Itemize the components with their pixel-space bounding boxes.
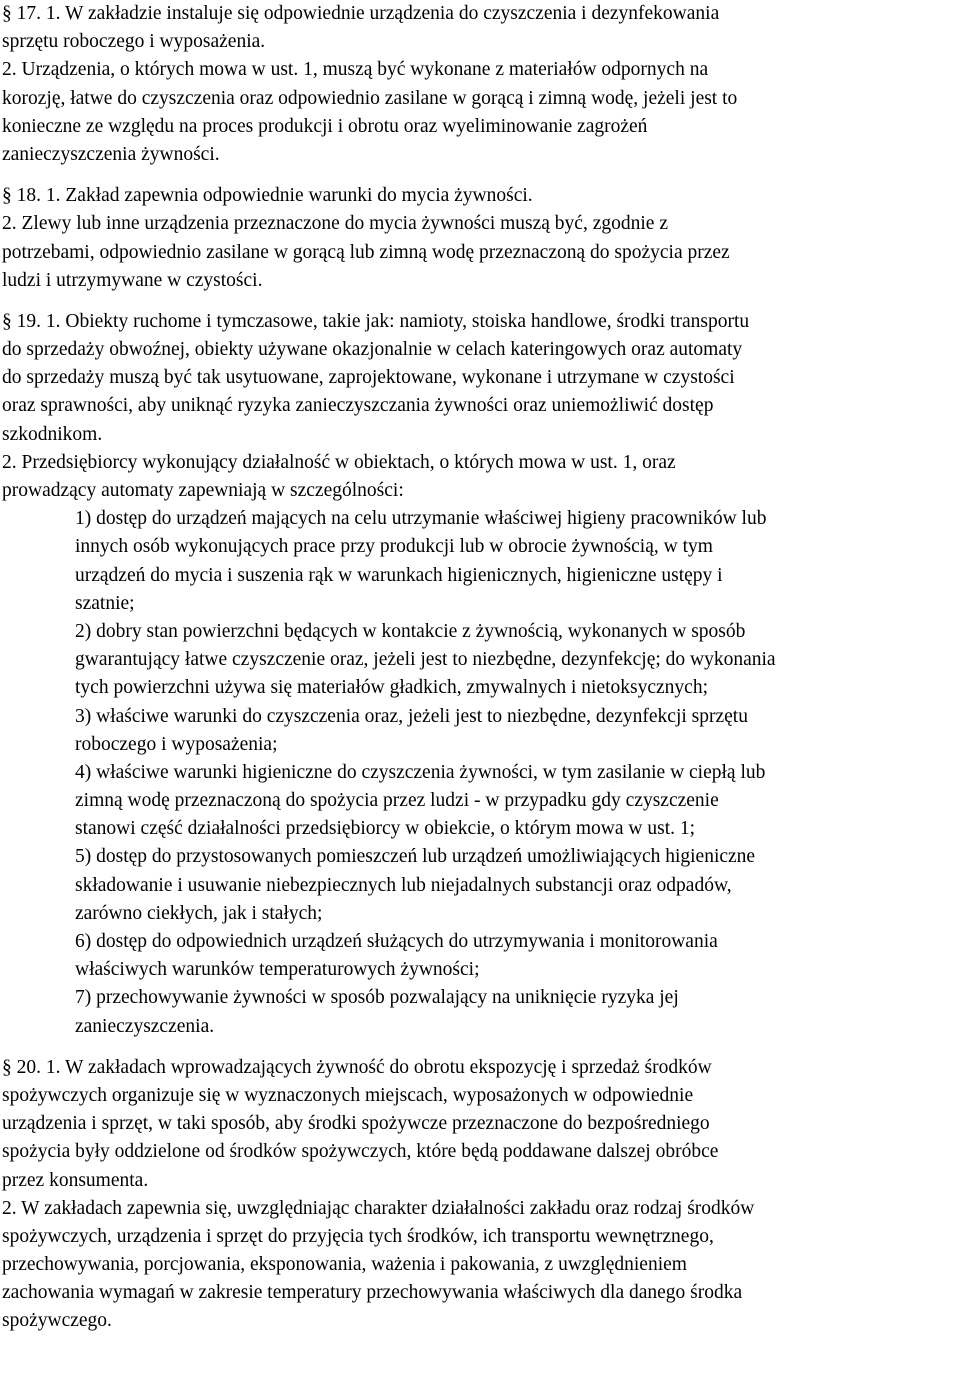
- text-line: zanieczyszczenia.: [75, 1015, 215, 1037]
- text-line: § 20. 1. W zakładach wprowadzających żywność do obrotu ekspozycję i sprzedaż środków: [2, 1056, 712, 1078]
- text-line: 2. Zlewy lub inne urządzenia przeznaczone do mycia żywności muszą być, zgodnie z: [2, 213, 668, 235]
- text-line: gwarantujący łatwe czyszczenie oraz, jeżeli jest to niezbędne, dezynfekcję; do wykonania: [75, 649, 776, 671]
- text-line: do sprzedaży muszą być tak usytuowane, zaprojektowane, wykonane i utrzymane w czystości: [2, 367, 735, 389]
- text-line: ludzi i utrzymywane w czystości.: [2, 269, 263, 291]
- text-line: 4) właściwe warunki higieniczne do czyszczenia żywności, w tym zasilanie w ciepłą lub: [75, 761, 766, 783]
- text-line: konieczne ze względu na proces produkcji i obrotu oraz wyeliminowanie zagrożeń: [2, 115, 648, 137]
- text-line: zanieczyszczenia żywności.: [2, 143, 220, 165]
- text-line: szatnie;: [75, 592, 135, 614]
- text-line: zimną wodę przeznaczoną do spożycia przez ludzi - w przypadku gdy czyszczenie: [75, 790, 719, 812]
- text-line: 2. Urządzenia, o których mowa w ust. 1, muszą być wykonane z materiałów odpornych na: [2, 59, 709, 81]
- text-line: § 17. 1. W zakładzie instaluje się odpowiednie urządzenia do czyszczenia i dezynfekowania: [2, 3, 720, 24]
- text-line: zachowania wymagań w zakresie temperatury przechowywania właściwych dla danego środka: [2, 1282, 743, 1304]
- list-item-5: [2, 843, 958, 928]
- text-line: 1) dostęp do urządzeń mających na celu utrzymanie właściwej higieny pracowników lub: [75, 508, 767, 530]
- text-line: oraz sprawności, aby uniknąć ryzyka zanieczyszczania żywności oraz uniemożliwić dostęp: [2, 395, 714, 417]
- text-line: 2. W zakładach zapewnia się, uwzględniając charakter działalności zakładu oraz rodzaj środków: [2, 1197, 755, 1219]
- list-item-7: [2, 984, 958, 1040]
- text-line: roboczego i wyposażenia;: [75, 733, 278, 755]
- paragraph-gap: [2, 295, 958, 308]
- list-item-1: [2, 505, 958, 618]
- section-20: [2, 1054, 958, 1336]
- list-item-4: [2, 759, 958, 844]
- text-line: tych powierzchni używa się materiałów gładkich, zmywalnych i nietoksycznych;: [75, 677, 708, 699]
- text-line: 2) dobry stan powierzchni będących w kontakcie z żywnością, wykonanych w sposób: [75, 620, 746, 642]
- text-line: przez konsumenta.: [2, 1169, 149, 1191]
- text-line: szkodnikom.: [2, 423, 103, 445]
- text-line: § 18. 1. Zakład zapewnia odpowiednie warunki do mycia żywności.: [2, 185, 533, 207]
- text-line: korozję, łatwe do czyszczenia oraz odpowiednio zasilane w gorącą i zimną wodę, jeżeli jest to: [2, 87, 738, 109]
- section-17: [2, 0, 958, 169]
- paragraph-gap: [2, 169, 958, 182]
- text-line: stanowi część działalności przedsiębiorcy w obiekcie, o którym mowa w ust. 1;: [75, 818, 696, 840]
- text-line: 6) dostęp do odpowiednich urządzeń służących do utrzymywania i monitorowania: [75, 931, 718, 952]
- text-line: spożywczych organizuje się w wyznaczonych miejscach, wyposażonych w odpowiednie: [2, 1084, 694, 1106]
- text-line: zarówno ciekłych, jak i stałych;: [75, 902, 323, 924]
- text-line: spożycia były oddzielone od środków spożywczych, które będą poddawane dalszej obróbce: [2, 1141, 719, 1163]
- text-line: 3) właściwe warunki do czyszczenia oraz, jeżeli jest to niezbędne, dezynfekcji sprzętu: [75, 705, 748, 727]
- text-line: składowanie i usuwanie niebezpiecznych lub niejadalnych substancji oraz odpadów,: [75, 874, 732, 896]
- paragraph-gap: [2, 1041, 958, 1054]
- section-19: [2, 308, 958, 1041]
- text-line: sprzętu roboczego i wyposażenia.: [2, 31, 266, 53]
- text-line: urządzeń do mycia i suszenia rąk w warunkach higienicznych, higieniczne ustępy i: [75, 564, 723, 586]
- text-line: urządzenia i sprzęt, w taki sposób, aby środki spożywcze przeznaczone do bezpośredniego: [2, 1113, 710, 1135]
- text-line: przechowywania, porcjowania, eksponowania, ważenia i pakowania, z uwzględnieniem: [2, 1254, 687, 1276]
- text-line: spożywczego.: [2, 1310, 112, 1332]
- list-item-3: [2, 703, 958, 759]
- text-line: 5) dostęp do przystosowanych pomieszczeń lub urządzeń umożliwiających higieniczne: [75, 846, 756, 868]
- text-line: 2. Przedsiębiorcy wykonujący działalność w obiektach, o których mowa w ust. 1, oraz: [2, 451, 676, 473]
- list-item-6: [2, 928, 958, 984]
- text-line: innych osób wykonujących prace przy produkcji lub w obrocie żywnością, w tym: [75, 536, 713, 558]
- text-line: właściwych warunków temperaturowych żywności;: [75, 959, 480, 981]
- text-line: prowadzący automaty zapewniają w szczególności:: [2, 480, 404, 501]
- text-line: spożywczych, urządzenia i sprzęt do przyjęcia tych środków, ich transportu wewnętrznego,: [2, 1225, 714, 1247]
- text-line: § 19. 1. Obiekty ruchome i tymczasowe, takie jak: namioty, stoiska handlowe, środki transportu: [2, 310, 750, 332]
- text-line: 7) przechowywanie żywności w sposób pozwalający na uniknięcie ryzyka jej: [75, 987, 679, 1009]
- section-18: [2, 182, 958, 295]
- list-item-2: [2, 618, 958, 703]
- text-line: do sprzedaży obwoźnej, obiekty używane okazjonalnie w celach kateringowych oraz automaty: [2, 339, 743, 361]
- text-line: potrzebami, odpowiednio zasilane w gorącą lub zimną wodę przeznaczoną do spożycia przez: [2, 241, 730, 263]
